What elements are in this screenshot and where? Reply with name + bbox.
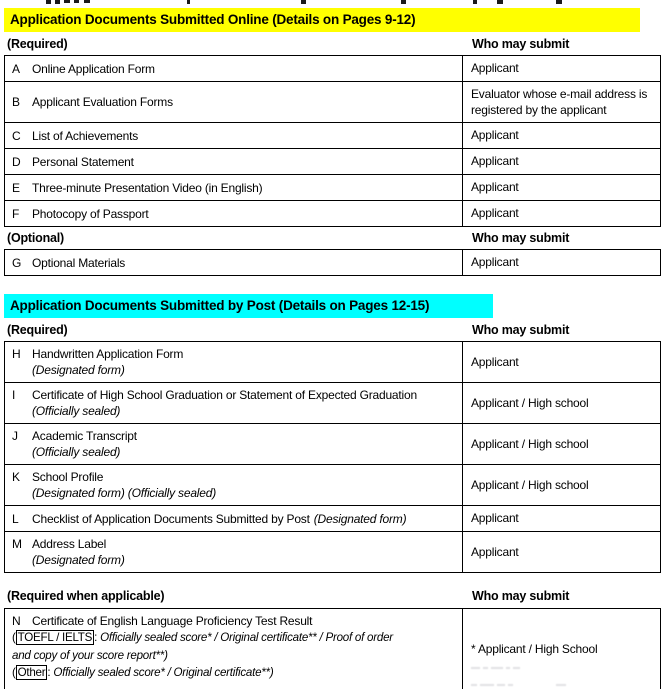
- clipped-text-artifact: [0, 0, 666, 8]
- table-row-j: [5, 423, 660, 464]
- online-required-colhead: [0, 37, 666, 52]
- row-title: Online Application Form: [32, 61, 155, 76]
- row-letter: B: [12, 95, 20, 109]
- table-row-d: [5, 148, 660, 174]
- table-row-h: [5, 342, 660, 382]
- row-letter: E: [12, 180, 20, 195]
- row-note: (Designated form): [32, 553, 125, 567]
- row-title: Photocopy of Passport: [32, 206, 149, 221]
- table-row-i: [5, 382, 660, 423]
- row-who: Applicant: [471, 128, 519, 143]
- required-label: (Required): [7, 323, 68, 337]
- table-row-n: [5, 609, 660, 689]
- row-letter: K: [12, 470, 20, 484]
- toefl-ielts-boxed-term: TOEFL / IELTS: [17, 631, 93, 644]
- row-letter: H: [12, 347, 21, 361]
- row-who: Applicant: [471, 255, 519, 270]
- post-required-colhead: [0, 323, 666, 338]
- row-title: List of Achievements: [32, 128, 139, 143]
- row-letter: J: [12, 429, 18, 443]
- row-title: Applicant Evaluation Forms: [32, 95, 173, 109]
- row-title: Handwritten Application Form: [32, 347, 184, 361]
- table-row-c: [5, 122, 660, 148]
- row-note: (Designated form) (Officially sealed): [32, 486, 216, 500]
- row-title: Address Label: [32, 537, 107, 551]
- row-who: * Applicant / High School: [471, 642, 598, 656]
- online-optional-table: [4, 249, 661, 276]
- row-note: (Officially sealed): [32, 445, 121, 459]
- who-may-submit-label: Who may submit: [472, 231, 570, 245]
- row-title: Three-minute Presentation Video (in English): [32, 180, 263, 195]
- row-letter: G: [12, 255, 22, 270]
- who-may-submit-label: Who may submit: [472, 323, 570, 337]
- who-may-submit-label: Who may submit: [472, 37, 570, 51]
- who-may-submit-label: Who may submit: [472, 589, 570, 603]
- row-letter: I: [12, 388, 16, 402]
- required-when-applicable-label: (Required when applicable): [7, 589, 165, 603]
- row-who: Applicant: [471, 511, 519, 526]
- row-title: Checklist of Application Documents Submitted by Post: [32, 511, 310, 526]
- row-title: Optional Materials: [32, 255, 126, 270]
- online-required-table: [4, 55, 661, 227]
- row-title: Certificate of English Language Proficiency Test Result: [32, 614, 313, 628]
- table-row-k: [5, 464, 660, 505]
- row-letter: L: [12, 511, 19, 526]
- toefl-ielts-line: ( TOEFL / IELTS : Officially sealed score* / Original certificate** / Proof of order: [12, 631, 393, 644]
- applicable-colhead: [0, 589, 666, 604]
- row-note: (Officially sealed): [32, 404, 121, 418]
- row-letter: A: [12, 61, 20, 76]
- online-optional-colhead: [0, 231, 666, 246]
- row-title: Certificate of High School Graduation or Statement of Expected Graduation: [32, 388, 417, 402]
- optional-label: (Optional): [7, 231, 65, 245]
- row-who: Applicant: [471, 206, 519, 221]
- other-line: ( Other : Officially sealed score* / Original certificate**): [12, 666, 274, 679]
- row-who: Applicant / High school: [471, 395, 589, 410]
- required-label: (Required): [7, 37, 68, 51]
- row-who: Applicant: [471, 180, 519, 195]
- row-letter: N: [12, 614, 21, 628]
- table-row-m: [5, 531, 660, 572]
- section-header-online: Application Documents Submitted Online (Details on Pages 9-12): [4, 8, 640, 32]
- other-boxed-term: Other: [17, 666, 46, 679]
- toefl-ielts-line-cont: and copy of your score report**): [12, 648, 168, 662]
- table-row-g: [5, 250, 660, 275]
- row-note: (Designated form): [32, 363, 125, 377]
- row-who: Applicant: [471, 154, 519, 169]
- applicable-table: [4, 608, 661, 689]
- row-who: Applicant / High school: [471, 477, 589, 492]
- row-who: Applicant: [471, 354, 519, 369]
- erased-text-artifact: [471, 665, 651, 689]
- section-header-post: Application Documents Submitted by Post (Details on Pages 12-15): [4, 294, 493, 318]
- row-who: Applicant: [471, 61, 519, 76]
- table-row-e: [5, 174, 660, 200]
- table-row-f: [5, 200, 660, 226]
- post-required-table: [4, 341, 661, 573]
- row-letter: D: [12, 154, 21, 169]
- table-row-b: [5, 81, 660, 122]
- table-row-l: [5, 505, 660, 531]
- row-letter: F: [12, 206, 20, 221]
- table-row-a: [5, 56, 660, 81]
- row-who: Applicant: [471, 544, 519, 559]
- row-who: Evaluator whose e-mail address is registered by the applicant: [471, 86, 648, 117]
- row-letter: M: [12, 537, 22, 551]
- row-title: Personal Statement: [32, 154, 134, 169]
- row-title: Academic Transcript: [32, 429, 137, 443]
- row-title: School Profile: [32, 470, 104, 484]
- row-who: Applicant / High school: [471, 436, 589, 451]
- row-note-inline: (Designated form): [313, 511, 407, 526]
- row-letter: C: [12, 128, 21, 143]
